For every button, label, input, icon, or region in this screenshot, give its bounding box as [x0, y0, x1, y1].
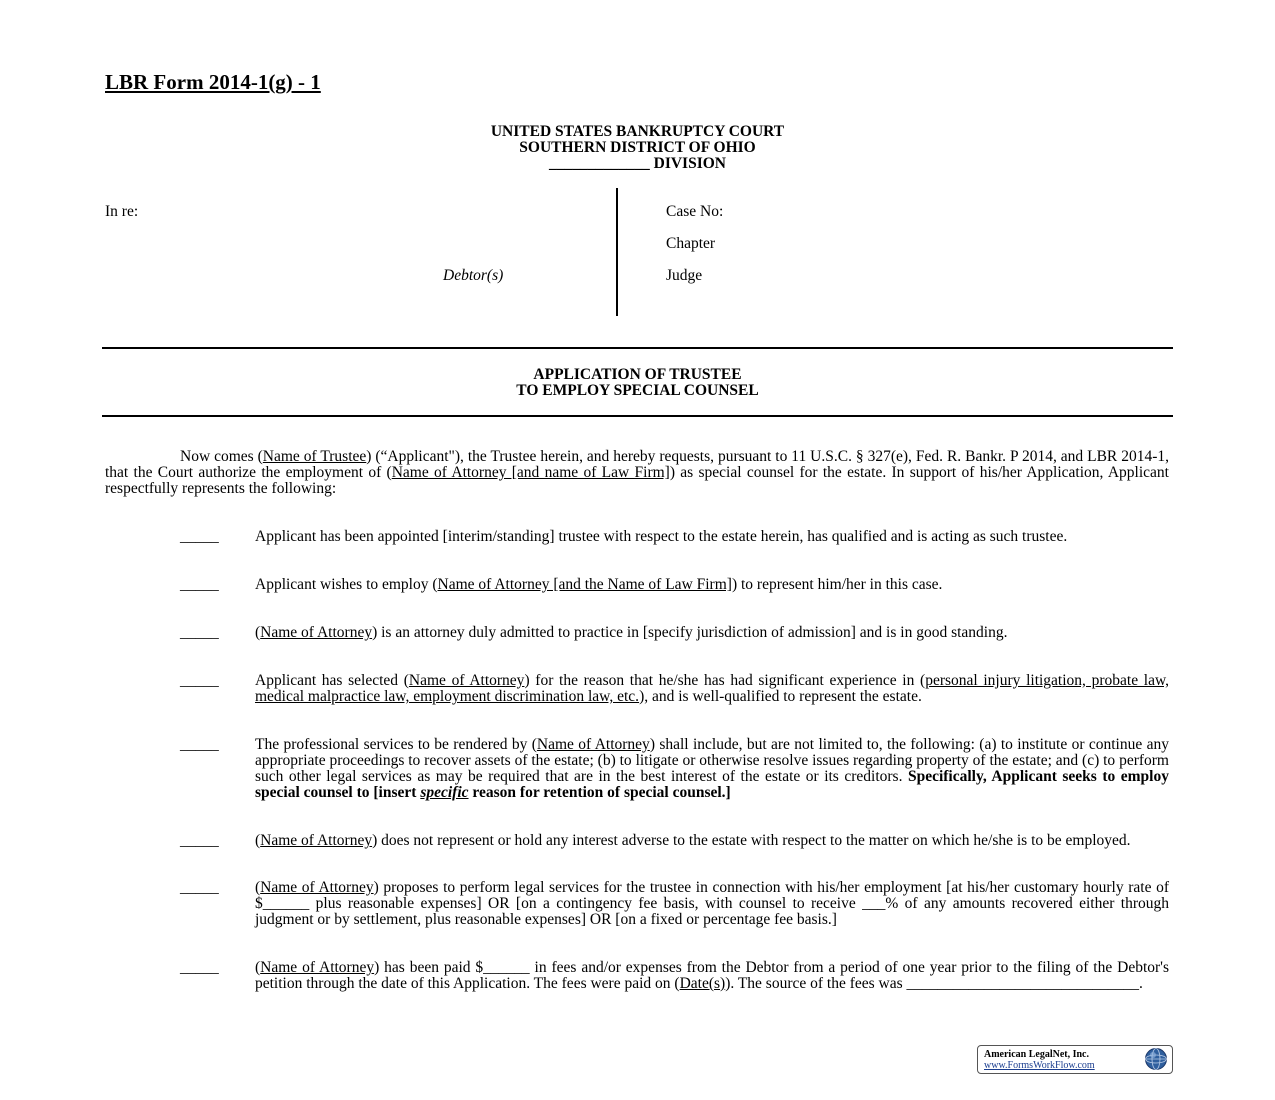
item-text: (Name of Attorney) is an attorney duly admitted to practice in [specify jurisdiction of admission] and is in good standing. [255, 624, 1008, 641]
item-blank: _____ [180, 672, 219, 689]
item-text: (Name of Attorney) proposes to perform legal services for the trustee in connection with his/her employment [at his/her customary hourly rate of $______ plus reasonable expenses] OR [on a contingency fee basis, with counsel to receive ___% of any amounts recovered either through judgment or by settlement, plus reasonable expenses] OR [on a fixed or percentage fee basis.] [255, 879, 1169, 928]
application-title-line1: APPLICATION OF TRUSTEE [533, 366, 742, 383]
item-blank: _____ [180, 879, 219, 896]
item-blank: _____ [180, 959, 219, 976]
item-text: Applicant has selected (Name of Attorney) for the reason that he/she has had significant experience in (personal injury litigation, probate law, medical malpractice law, employment discrimination law, etc.), and is well-qualified to represent the estate. [255, 672, 1170, 705]
debtor-label: Debtor(s) [443, 267, 504, 284]
item-blank: _____ [180, 736, 219, 753]
form-number-title: LBR Form 2014-1(g) - 1 [105, 70, 321, 94]
court-name: UNITED STATES BANKRUPTCY COURT [490, 123, 785, 140]
judge-label: Judge [666, 267, 703, 284]
item-text: Applicant wishes to employ (Name of Attorney [and the Name of Law Firm]) to represent him/her in this case. [255, 576, 943, 593]
logo-company-name: American LegalNet, Inc. [984, 1049, 1089, 1060]
caption-divider [616, 188, 618, 316]
item-text: The professional services to be rendered by (Name of Attorney) shall include, but are not limited to, the following: (a) to institute or continue any appropriate proceedings to recover assets of the estate; (b) to litigate or otherwise resolve issues regarding property of the estate; and (c) to perform such other legal services as may be required that are in the best interest of the estate or its creditors. Specifically, Applicant seeks to employ special counsel to [insert specific reason for retention of special counsel.] [255, 736, 1169, 801]
intro-text: ) (“Applicant"), the Trustee herein, and hereby requests, pursuant to 11 U.S.C. § 327(e), Fed. R. Bankr. P 2014, and LBR 2014-1, that the Court authorize the employment of ( [105, 448, 1169, 481]
globe-icon [1144, 1047, 1168, 1071]
trustee-name-placeholder: Name of Trustee [262, 448, 367, 465]
item-blank: _____ [180, 528, 219, 545]
in-re-label: In re: [105, 203, 139, 220]
top-rule [102, 347, 1173, 349]
intro-text: Now comes ( [180, 448, 263, 465]
court-division: _____________ DIVISION [549, 155, 726, 172]
intro-text: ) as special counsel for the estate. In support of his/her Application, Applicant respectfully represents the following: [105, 464, 1169, 497]
item-blank: _____ [180, 576, 219, 593]
application-title [0, 367, 1275, 399]
item-text: (Name of Attorney) does not represent or hold any interest adverse to the estate with respect to the matter on which he/she is to be employed. [255, 832, 1131, 849]
chapter-label: Chapter [666, 235, 716, 252]
court-district: SOUTHERN DISTRICT OF OHIO [519, 139, 756, 156]
item-text: (Name of Attorney) has been paid $______ in fees and/or expenses from the Debtor from a period of one year prior to the filing of the Debtor's petition through the date of this Application. The fees were paid on (Date(s)). The source of the fees was ______________________________. [255, 959, 1169, 992]
logo-website-link[interactable]: www.FormsWorkFlow.com [984, 1060, 1095, 1071]
item-blank: _____ [180, 624, 219, 641]
application-title-line2: TO EMPLOY SPECIAL COUNSEL [516, 382, 759, 399]
court-header [0, 124, 1275, 172]
item-blank: _____ [180, 832, 219, 849]
intro-paragraph [105, 449, 1169, 497]
case-no-label: Case No: [666, 203, 724, 220]
bottom-rule [102, 415, 1173, 417]
attorney-firm-placeholder: Name of Attorney [and name of Law Firm] [391, 464, 670, 481]
item-text: Applicant has been appointed [interim/standing] trustee with respect to the estate herein, has qualified and is acting as such trustee. [255, 528, 1068, 545]
american-legalnet-logo[interactable] [977, 1045, 1173, 1074]
